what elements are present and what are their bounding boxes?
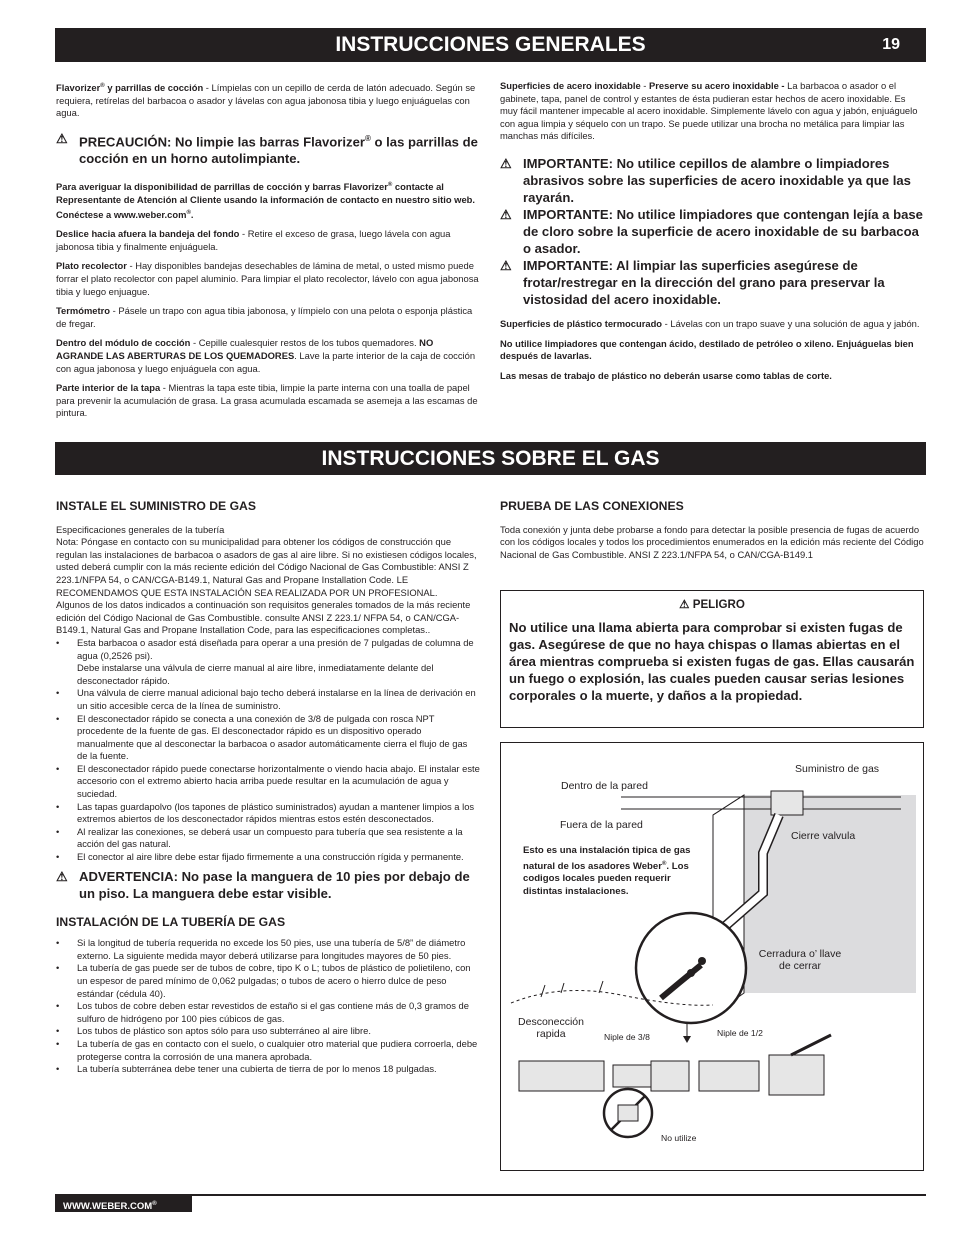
label-outside-wall: Fuera de la pared bbox=[560, 819, 643, 831]
important-grain: ⚠ IMPORTANTE: Al limpiar las superficies asegúrese de frotar/restregar en la dirección del grano para preservar la vistosidad del acero inoxidable. bbox=[500, 257, 885, 307]
warning-triangle-icon: ⚠ bbox=[679, 598, 693, 611]
bullet-item: • Las tapas guardapolvo (los tapones de plástico suministrados) ayudan a mantener limpios a los extremos abiertos de los desconectador rápidos mientras estos estén desconectados. bbox=[56, 801, 480, 826]
shutoff-valve-body bbox=[769, 1055, 824, 1095]
cook-box-paragraph: Dentro del módulo de cocción - Cepille cualesquier restos de los tubos quemadores. NO AGRANDE LAS ABERTURAS DE LOS QUEMADORES. Lave la parte interior de la caja de cocción con agua jabonosa y luego enjuáguela con agua. bbox=[56, 337, 476, 374]
detail-magnifier bbox=[636, 913, 746, 1023]
nipple-12-fitting bbox=[699, 1061, 759, 1091]
install-supply-heading: INSTALE EL SUMINISTRO DE GAS bbox=[56, 499, 256, 513]
availability-paragraph: Para averiguar la disponibilidad de parrillas de cocción y barras Flavorizer® contacte al Representante de Atención al Cliente usando la información de contacto en nuestro sitio web. Conéctese a www.weber.com®. bbox=[56, 181, 475, 220]
bullet-item: • Los tubos de cobre deben estar revestidos de estaño si el gas contiene más de 0,3 gramos de sulfuro de hidrógeno por 100 pies cúbicos de gas. bbox=[56, 1000, 480, 1025]
label-quick-disconnect: Desconección rapida bbox=[518, 1016, 584, 1040]
general-left-column bbox=[56, 80, 480, 427]
bullet-item: • La tubería de gas en contacto con el suelo, o cualquier otro material que pudiera corroerla, debe protegerse contra la corrosión de una manera aprobada. bbox=[56, 1038, 480, 1063]
cutting-board-paragraph: Las mesas de trabajo de plástico no deberán usarse como tablas de corte. bbox=[500, 369, 832, 381]
gas-left-column bbox=[56, 500, 480, 1076]
bullet-item: • Una válvula de cierre manual adicional bajo techo deberá instalarse en la línea de derivación en un sitio accesible cerca de la línea de suministro. bbox=[56, 687, 480, 712]
label-shutoff: Cierre valvula bbox=[791, 830, 856, 842]
test-intro: Toda conexión y junta debe probarse a fondo para detectar la posible presencia de fugas de acuerdo con los códigos locales y todos los procedimientos enumerados en la edición más reciente del Código Nacional de Gas Combustible. ANSI Z 223.1/NFPA 54, o CAN/CGA-B149.1 bbox=[500, 523, 924, 560]
label-nipple-12: Niple de 1/2 bbox=[717, 1028, 763, 1038]
label-lock: Cerradura o’ llave de cerrar bbox=[758, 948, 842, 972]
bullet-item: • Los tubos de plástico son aptos sólo para uso subterráneo al aire libre. bbox=[56, 1025, 480, 1038]
test-connections-heading: PRUEBA DE LAS CONEXIONES bbox=[500, 499, 684, 513]
gas-section-title: INSTRUCCIONES SOBRE EL GAS bbox=[321, 447, 660, 470]
page-number: 19 bbox=[882, 36, 900, 53]
pipe-bullets bbox=[56, 937, 480, 1076]
label-no-use: No utilize bbox=[661, 1133, 697, 1143]
warning-triangle-icon: ⚠ bbox=[500, 155, 512, 171]
gas-right-column bbox=[500, 500, 924, 561]
important-wire-brush: ⚠ IMPORTANTE: No utilice cepillos de alambre o limpiadores abrasivos sobre las superficies de acero inoxidable ya que las rayarán. bbox=[500, 155, 911, 205]
gas-banner bbox=[55, 442, 926, 475]
bullet-item: • Al realizar las conexiones, se deberá usar un compuesto para tubería que sea resistente a la acción del gas natural. bbox=[56, 826, 480, 851]
warning-triangle-icon: ⚠ bbox=[500, 206, 512, 222]
install-bullets bbox=[56, 637, 480, 864]
caution-warning: ⚠ PRECAUCIÓN: No limpie las barras Flavorizer® o las parrillas de cocción en un horno autolimpiante. bbox=[56, 130, 478, 167]
flavorizer-paragraph: Flavorizer® y parrillas de cocción - Límpielas con un cepillo de cerda de latón adecuado. Según se requiera, retírelas del barbacoa o asador y lávelas con agua jabonosa tibia y luego enjuáguelas con agua. bbox=[56, 82, 476, 119]
label-nipple-38: Niple de 3/8 bbox=[604, 1032, 650, 1042]
gas-installation-figure bbox=[500, 742, 924, 1171]
bullet-item: • El desconectador rápido se conecta a una conexión de 3/8 de pulgada con rosca NPT procedente de la fuente de gas. El desconectador rápido es un dispositivo operado manualmente que al desconectar la barbacoa o asador automáticamente cierra el flujo de gas de la fuente. bbox=[56, 713, 480, 763]
warning-triangle-icon: ⚠ bbox=[56, 868, 68, 884]
warning-triangle-icon: ⚠ bbox=[500, 257, 512, 273]
bottom-tray-paragraph: Deslice hacia afuera la bandeja del fondo - Retire el exceso de grasa, luego lávela con agua jabonosa tibia y finalmente enjuáguela. bbox=[56, 228, 451, 252]
gas-installation-illustration bbox=[501, 743, 925, 1172]
plastic-paragraph: Superficies de plástico termocurado - Lávelas con un trapo suave y una solución de agua y jabón. bbox=[500, 317, 920, 329]
label-inside-wall: Dentro de la pared bbox=[561, 780, 648, 792]
catch-pan-paragraph: Plato recolector - Hay disponibles bandejas desechables de lámina de metal, o usted mismo puede forrar el plato recolector con papel aluminio. Para limpiar el plato recolector, lávelo con agua jabonosa tibia y luego enjuague. bbox=[56, 260, 479, 297]
bullet-item: • La tubería de gas puede ser de tubos de cobre, tipo K o L; tubos de plástico de polietileno, con un espesor de pared mínimo de 0,062 pulgadas; o tubos de acero o hierro dulce de peso estándar (cédula 40). bbox=[56, 962, 480, 1000]
quick-disconnect-fitting bbox=[519, 1061, 604, 1091]
bullet-item: • El conector al aire libre debe estar fijado firmemente a una construcción rígida y permanente. bbox=[56, 851, 480, 864]
install-intro: Especificaciones generales de la tubería Nota: Póngase en contacto con su municipalidad para obtener los códigos de construcción que regulan las instalaciones de barbacoa o asadors de gas al aire libre. Si no existiesen códigos locales, usted deberá cumplir con la más reciente edición del Código Nacional de Gas Combustible: ANSI Z 223.1/NFPA 54, o CAN/CGA-B149.1, Natural Gas and Propane Installation Code. LE RECOMENDAMOS QUE ESTA INSTALACIÓN SEA REALIZADA POR UN PROFESIONAL. Algunos de los datos indicados a continuación son requisitos generales tomados de la más reciente edición del Código Nacional de Gas Combustible. consulte ANSI Z 223.1/ NFPA 54, o CAN/CGA-B149.1, Natural Gas and Propane Installation Code, para las especificaciones completas.. bbox=[56, 523, 477, 636]
warning-triangle-icon: ⚠ bbox=[56, 130, 68, 146]
bullet-item: • La tubería subterránea debe tener una cubierta de tierra de por lo menos 18 pulgadas. bbox=[56, 1063, 480, 1076]
danger-box bbox=[500, 590, 924, 728]
stainless-paragraph: Superficies de acero inoxidable - Preserve su acero inoxidable - La barbacoa o asador o el gabinete, tapa, panel de control y estantes de ésta pudieran estar hechos de acero inoxidable. Es muy fácil mantener impecable al acero inoxidable. Simplemente lávelo con agua y jabón, enjuáguelo con agua limpia y séquelo con un trapo. Se puede utilizar una brocha no metálica para limpiar las manchas más difíciles. bbox=[500, 80, 918, 142]
hose-warning: ⚠ ADVERTENCIA: No pase la manguera de 10 pies por debajo de un piso. La manguera debe estar visible. bbox=[56, 868, 470, 901]
important-bleach: ⚠ IMPORTANTE: No utilice limpiadores que contengan lejía a base de cloro sobre la superficie de acero inoxidable de su barbacoa o asador. bbox=[500, 206, 923, 256]
bullet-item: • Si la longitud de tubería requerida no excede los 50 pies, use una tubería de 5/8” de diámetro externo. La siguiente medida mayor deberá utilizarse para longitudes mayores de 50 pies. bbox=[56, 937, 480, 962]
header-banner bbox=[55, 28, 926, 62]
valve-handle bbox=[791, 1035, 831, 1055]
bullet-item: • El desconectador rápido puede conectarse horizontalmente o viendo hacia abajo. El instalar este accesorio con el extremo abierto hacia arriba puede resultar en la acumulación de agua y suciedad. bbox=[56, 763, 480, 801]
page-title: INSTRUCCIONES GENERALES bbox=[335, 33, 646, 56]
lid-paragraph: Parte interior de la tapa - Mientras la tapa este tibia, limpie la parte interna con una toalla de papel para prevenir la acumulación de grasa. La grasa acumulada escamada se asemeja a las escamas de pintura. bbox=[56, 382, 478, 419]
bullet-item: • Esta barbacoa o asador está diseñada para operar a una presión de 7 pulgadas de columna de agua (0,2526 psi). Debe instalarse una válvula de cierre manual al aire libre, inmediatamente delante del desconectador rápido. bbox=[56, 637, 480, 687]
footer-website: WWW.WEBER.COM® bbox=[55, 1196, 192, 1212]
danger-title: ⚠ PELIGRO bbox=[679, 598, 745, 611]
general-right-column bbox=[500, 80, 924, 389]
tee-fitting bbox=[771, 791, 803, 815]
figure-note: Esto es una instalación tipica de gas natural de los asadores Weber®. Los codigos locales pueden requerir distintas instalaciones. bbox=[523, 845, 691, 897]
adapter-fitting bbox=[651, 1061, 689, 1091]
label-supply: Suministro de gas bbox=[795, 763, 880, 775]
acid-paragraph: No utilice limpiadores que contengan ácido, destilado de petróleo o xileno. Enjuáguelas bien después de lavarlas. bbox=[500, 337, 914, 362]
danger-text: No utilice una llama abierta para comprobar si existen fugas de gas. Asegúrese de que no haya chispas o llamas abiertas en el área mientras comprueba si existen fugas de gas. Ellas causarán un fuego o explosión, las cuales pueden causar serias lesiones corporales o la muerte, y daños a la propiedad. bbox=[509, 620, 915, 703]
nipple-38-fitting bbox=[613, 1065, 651, 1087]
thermometer-paragraph: Termómetro - Pásele un trapo con agua tibia jabonosa, y límpielo con una pelota o esponja plástica de fregar. bbox=[56, 305, 473, 329]
pipe-install-heading: INSTALACIÓN DE LA TUBERÍA DE GAS bbox=[56, 914, 286, 929]
